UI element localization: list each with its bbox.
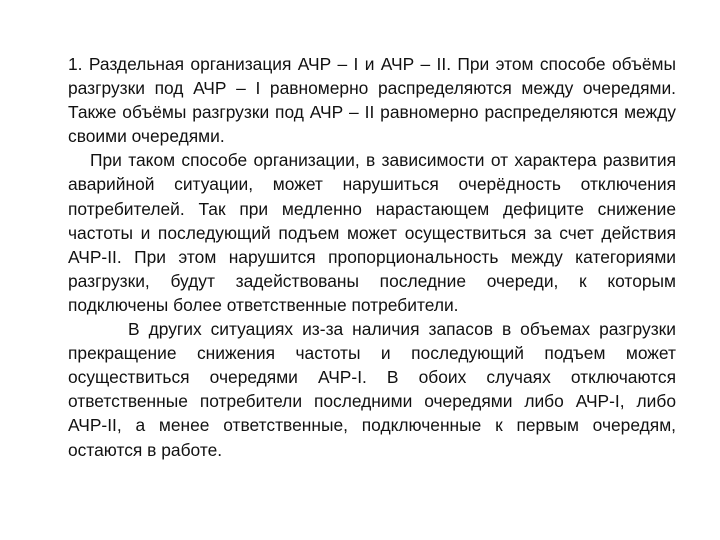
paragraph-1: 1. Раздельная организация АЧР – I и АЧР – II. При этом способе объёмы разгрузки под АЧР – I равномерно распределяются между очередями. Также объёмы разгрузки под АЧР – II равномерно распределяются между своими очередями. xyxy=(68,54,676,147)
document-text-block xyxy=(68,52,676,462)
paragraph-3: В других ситуациях из-за наличия запасов в объемах разгрузки прекращение снижения частоты и последующий подъем может осуществиться очередями АЧР-I. В обоих случаях отключаются ответственные потребители последними очередями либо АЧР-I, либо АЧР-II, а менее ответственные, подключенные к первым очередям, остаются в работе. xyxy=(68,319,676,460)
paragraph-2: При таком способе организации, в зависимости от характера развития аварийной ситуации, может нарушиться очерёдность отключения потребителей. Так при медленно нарастающем дефиците снижение частоты и последующий подъем может осуществиться за счет действия АЧР-II. При этом нарушится пропорциональность между категориями разгрузки, будут задействованы последние очереди, к которым подключены более ответственные потребители. xyxy=(68,150,676,315)
